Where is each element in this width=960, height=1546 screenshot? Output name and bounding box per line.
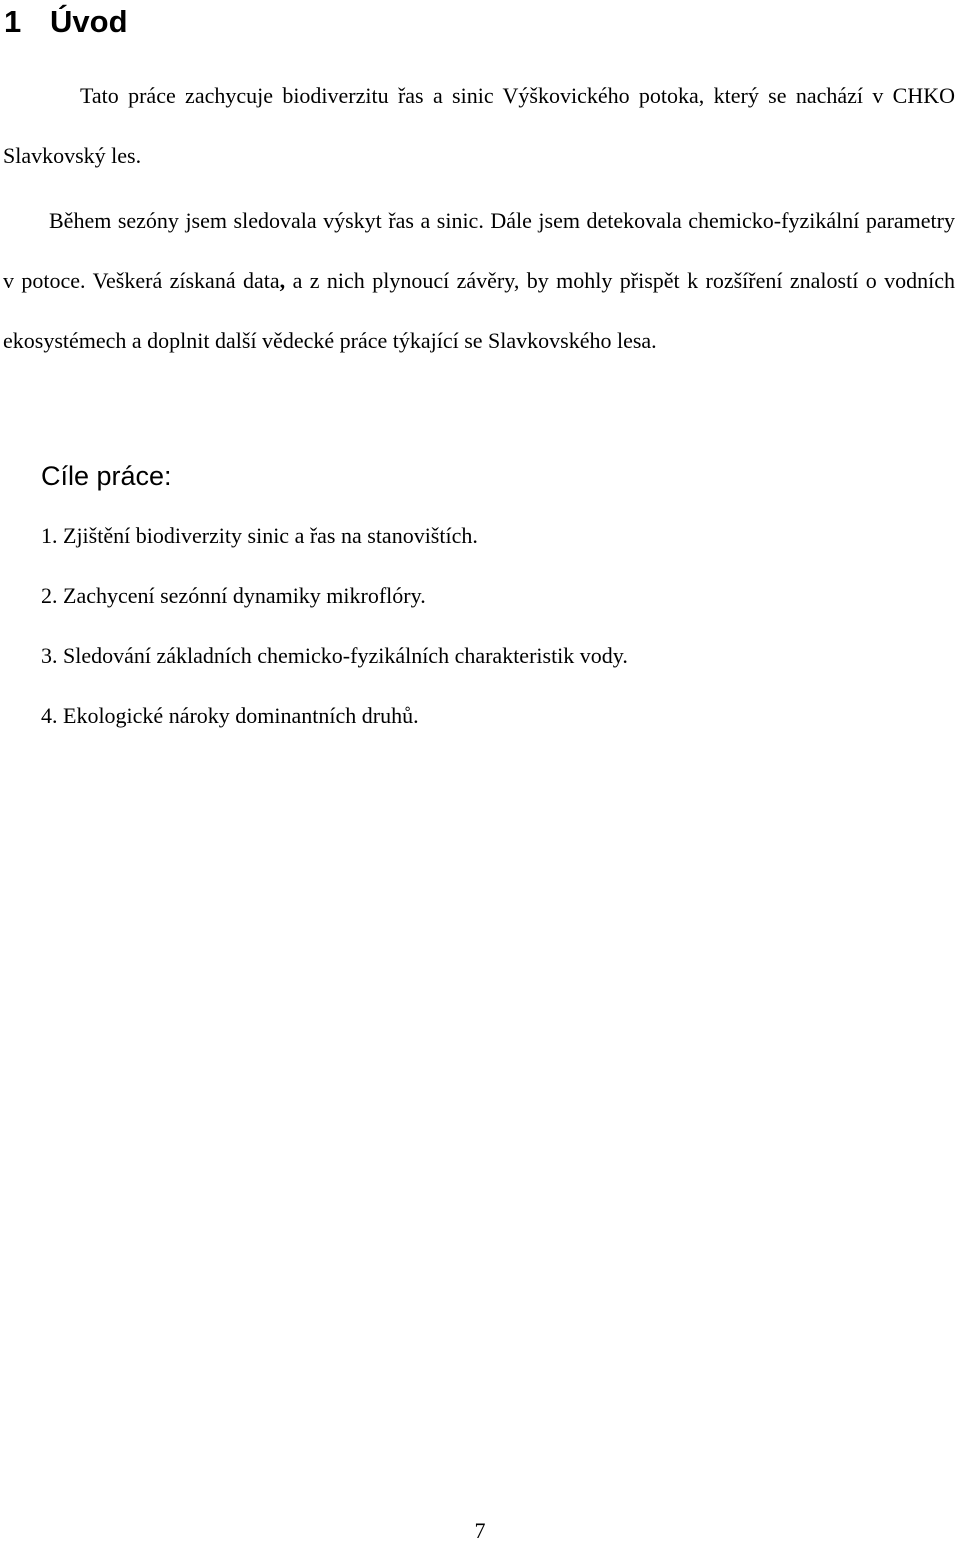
- season-text-after: a z nich plynoucí závěry, by mohly přispět k rozšíření znalostí o vodních ekosystémech a doplnit další vědecké práce týkající se Slavkovského lesa.: [3, 268, 956, 353]
- goal-item: 3. Sledování základních chemicko-fyzikálních charakteristik vody.: [41, 643, 628, 668]
- season-bold-comma: ,: [279, 268, 286, 293]
- page-number: 7: [474, 1518, 486, 1543]
- goal-item: 1. Zjištění biodiverzity sinic a řas na stanovištích.: [41, 523, 478, 548]
- chapter-title: Úvod: [50, 4, 128, 39]
- goals-heading: Cíle práce:: [41, 461, 172, 491]
- season-text-before: Během sezóny jsem sledovala výskyt řas a sinic. Dále jsem detekovala chemicko-fyzikální parametry v potoce. Veškerá získaná data: [3, 208, 955, 293]
- goal-item: 2. Zachycení sezónní dynamiky mikroflóry.: [41, 583, 426, 608]
- goals-list: [41, 506, 628, 746]
- goal-item: 4. Ekologické nároky dominantních druhů.: [41, 703, 419, 728]
- season-paragraph: [3, 191, 955, 371]
- chapter-number: 1: [4, 4, 22, 39]
- chapter-heading: [4, 0, 128, 44]
- intro-paragraph: Tato práce zachycuje biodiverzitu řas a sinic Výškovického potoka, který se nachází v CHKO Slavkovský les.: [3, 83, 955, 168]
